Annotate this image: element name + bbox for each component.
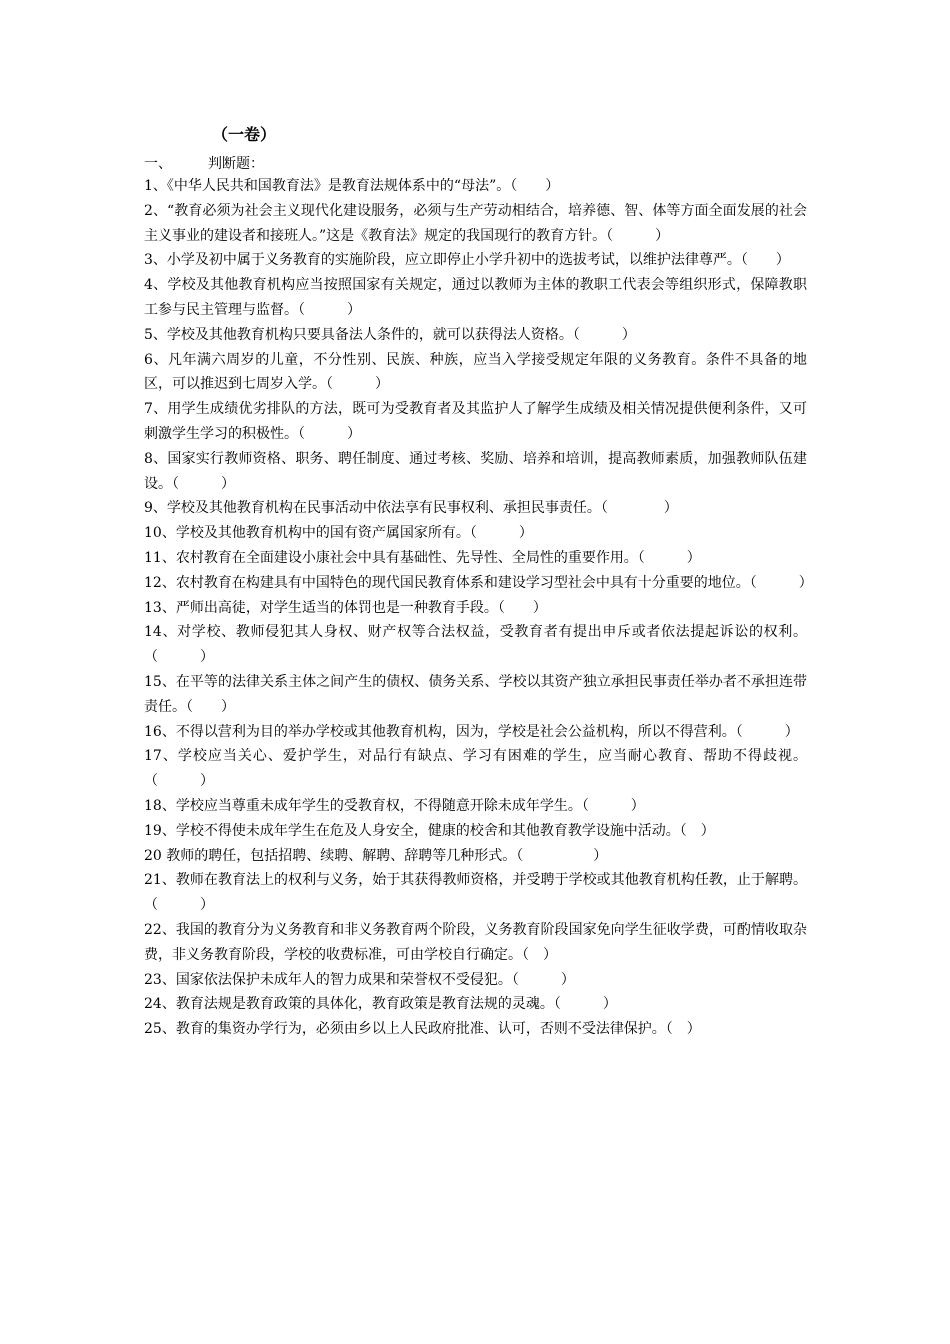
question-item: 15、在平等的法律关系主体之间产生的债权、债务关系、学校以其资产独立承担民事责任举办者不承担连带责任。（ ） <box>144 673 807 715</box>
question-item: 13、严师出高徒，对学生适当的体罚也是一种教育手段。（ ） <box>144 599 547 616</box>
question-item: 1、《中华人民共和国教育法》是教育法规体系中的“母法”。（ ） <box>144 178 560 194</box>
question-item: 22、我国的教育分为义务教育和非义务教育两个阶段，义务教育阶段国家免向学生征收学费，可酌情收取杂费，非义务教育阶段，学校的收费标准，可由学校自行确定。（ ） <box>144 921 807 963</box>
question-list <box>144 174 813 1042</box>
question-item: 21、教师在教育法上的权利与义务，始于其获得教师资格，并受聘于学校或其他教育机构任教，止于解聘。（ ） <box>144 872 807 914</box>
section-number: 一、 <box>144 156 172 172</box>
question-item: 4、学校及其他教育机构应当按照国家有关规定，通过以教师为主体的教职工代表会等组织形式，保障教职工参与民主管理与监督。（ ） <box>144 277 807 318</box>
question-item: 20 教师的聘任，包括招聘、续聘、解聘、辞聘等几种形式。（ ） <box>144 847 608 864</box>
question-item: 18、学校应当尊重未成年学生的受教育权，不得随意开除未成年学生。（ ） <box>144 797 645 814</box>
question-item: 23、国家依法保护未成年人的智力成果和荣誉权不受侵犯。（ ） <box>144 971 575 988</box>
question-item: 11、农村教育在全面建设小康社会中具有基础性、先导性、全局性的重要作用。（ ） <box>144 549 701 566</box>
exam-title: （一卷） <box>212 125 277 144</box>
question-item: 7、用学生成绩优劣排队的方法，既可为受教育者及其监护人了解学生成绩及相关情况提供便利条件，又可刺激学生学习的积极性。（ ） <box>144 401 807 442</box>
question-item: 16、不得以营利为目的举办学校或其他教育机构，因为，学校是社会公益机构，所以不得营利。（ ） <box>144 723 799 740</box>
question-item: 25、教育的集资办学行为，必须由乡以上人民政府批准、认可，否则不受法律保护。（ ） <box>144 1021 701 1038</box>
question-item: 2、“教育必须为社会主义现代化建设服务，必须与生产劳动相结合，培养德、智、体等方面全面发展的社会主义事业的建设者和接班人。”这是《教育法》规定的我国现行的教育方针。（ ） <box>144 202 807 244</box>
question-item: 24、教育法规是教育政策的具体化，教育政策是教育法规的灵魂。（ ） <box>144 996 617 1013</box>
question-item: 17、学校应当关心、爱护学生，对品行有缺点、学习有困难的学生，应当耐心教育、帮助不得歧视。（ ） <box>144 748 807 790</box>
question-item: 6、凡年满六周岁的儿童，不分性别、民族、种族，应当入学接受规定年限的义务教育。条件不具备的地区，可以推迟到七周岁入学。（ ） <box>144 351 807 393</box>
question-item: 12、农村教育在构建具有中国特色的现代国民教育体系和建设学习型社会中具有十分重要的地位。（ ） <box>144 574 813 591</box>
question-item: 3、小学及初中属于义务教育的实施阶段，应立即停止小学升初中的选拔考试，以维护法律尊严。（ ） <box>144 252 790 269</box>
question-item: 10、学校及其他教育机构中的国有资产属国家所有。（ ） <box>144 525 533 542</box>
question-item: 9、学校及其他教育机构在民事活动中依法享有民事权利、承担民事责任。（ ） <box>144 500 678 517</box>
question-item: 14、对学校、教师侵犯其人身权、财产权等合法权益，受教育者有提出申斥或者依法提起诉讼的权利。（ ） <box>144 624 807 666</box>
question-item: 19、学校不得使未成年学生在危及人身安全，健康的校舍和其他教育教学设施中活动。（ ） <box>144 822 715 839</box>
section-label: 判断题： <box>208 156 264 172</box>
question-item: 5、学校及其他教育机构只要具备法人条件的，就可以获得法人资格。（ ） <box>144 326 636 343</box>
question-item: 8、国家实行教师资格、职务、聘任制度、通过考核、奖励、培养和培训，提高教师素质，加强教师队伍建设。（ ） <box>144 450 807 492</box>
section-heading <box>144 154 264 174</box>
